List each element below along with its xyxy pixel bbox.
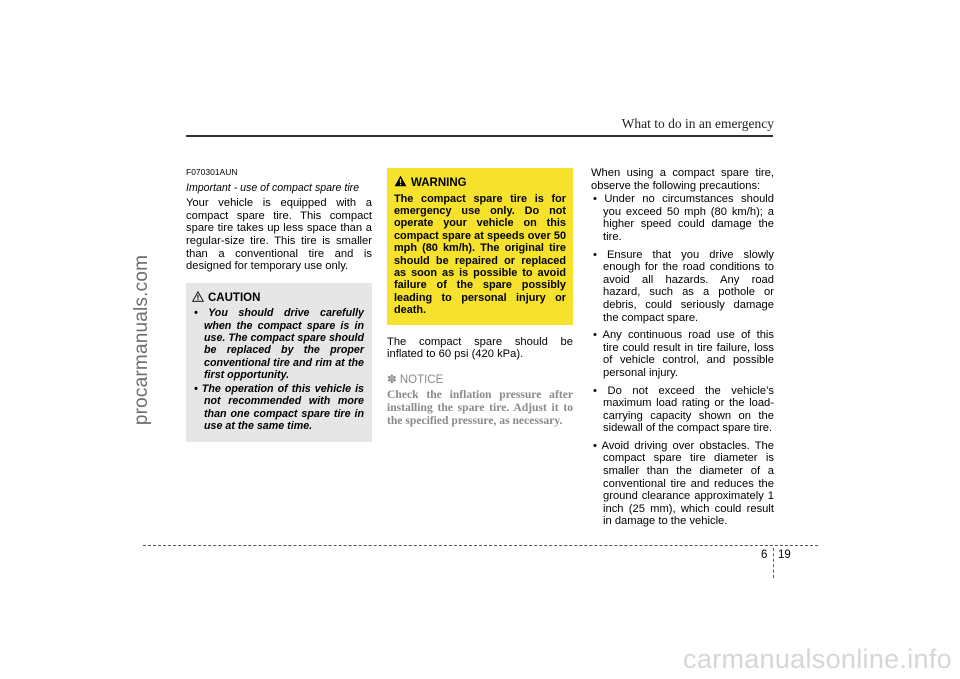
caution-list: [192, 307, 364, 432]
list-item: • Do not exceed the vehicle’s maximum load rating or the load-carrying capacity shown on the sidewall of the compact spare tire.: [593, 384, 774, 435]
left-column: [186, 166, 372, 442]
right-column: [591, 167, 774, 528]
header-rule: [186, 135, 773, 137]
chapter-number: 6: [761, 549, 768, 561]
notice-title: ✽ NOTICE: [387, 373, 444, 386]
caution-header: [192, 291, 364, 306]
warning-header: [394, 175, 566, 191]
warning-text: The compact spare tire is for emergency use only. Do not operate your vehicle on this compact spare at speeds over 50 mph (80 km/h). The original tire should be repaired or replaced as soon as is possible to avoid failure of the spare possibly leading to personal injury or death.: [394, 192, 566, 317]
caution-title: CAUTION: [208, 291, 261, 304]
caution-item: • The operation of this vehicle is not recommended with more than one compact spare tire in use at the same time.: [194, 383, 364, 433]
page-separator: [773, 548, 774, 578]
section-title: What to do in an emergency: [621, 116, 774, 131]
precautions-intro: When using a compact spare tire, observe the following precautions:: [591, 167, 774, 192]
footer-rule: [143, 545, 818, 546]
list-item: • Under no circumstances should you exceed 50 mph (80 km/h); a higher speed could damage the tire.: [593, 193, 774, 243]
caution-item: • You should drive carefully when the compact spare is in use. The compact spare should be replaced by the proper conventional tire and rim at the first opportunity.: [194, 307, 364, 381]
warning-triangle-icon: [394, 175, 411, 191]
caution-triangle-icon: [192, 291, 208, 306]
watermark-side: procarmanuals.com: [131, 254, 152, 426]
caution-box: [186, 283, 372, 443]
section-code: F070301AUN: [186, 167, 238, 177]
intro-paragraph: Your vehicle is equipped with a compact spare tire. This compact spare tire takes up less space than a regular-size tire. This tire is smaller than a conventional tire and is designed for temporary use only.: [186, 197, 372, 273]
warning-title: WARNING: [411, 176, 467, 189]
middle-column: [387, 168, 573, 427]
page-number: 19: [778, 549, 791, 561]
precautions-list: [591, 193, 774, 528]
warning-box: [387, 168, 573, 325]
watermark-bottom: carmanualsonline.info: [683, 644, 952, 674]
notice-text: Check the inflation pressure after installing the spare tire. Adjust it to the specified pressure, as necessary.: [387, 388, 573, 427]
list-item: • Avoid driving over obstacles. The compact spare tire diameter is smaller than the diameter of a conventional tire and reduces the ground clearance approximately 1 inch (25 mm), which could result in damage to the vehicle.: [593, 439, 774, 528]
inflation-paragraph: The compact spare should be inflated to 60 psi (420 kPa).: [387, 335, 573, 361]
list-item: • Any continuous road use of this tire could result in tire failure, loss of vehicle control, and possible personal injury.: [593, 329, 774, 379]
subheading: Important - use of compact spare tire: [186, 181, 360, 194]
list-item: • Ensure that you drive slowly enough for the road conditions to avoid all hazards. Any road hazard, such as a pothole or debris, could seriously damage the compact spare.: [593, 248, 774, 324]
